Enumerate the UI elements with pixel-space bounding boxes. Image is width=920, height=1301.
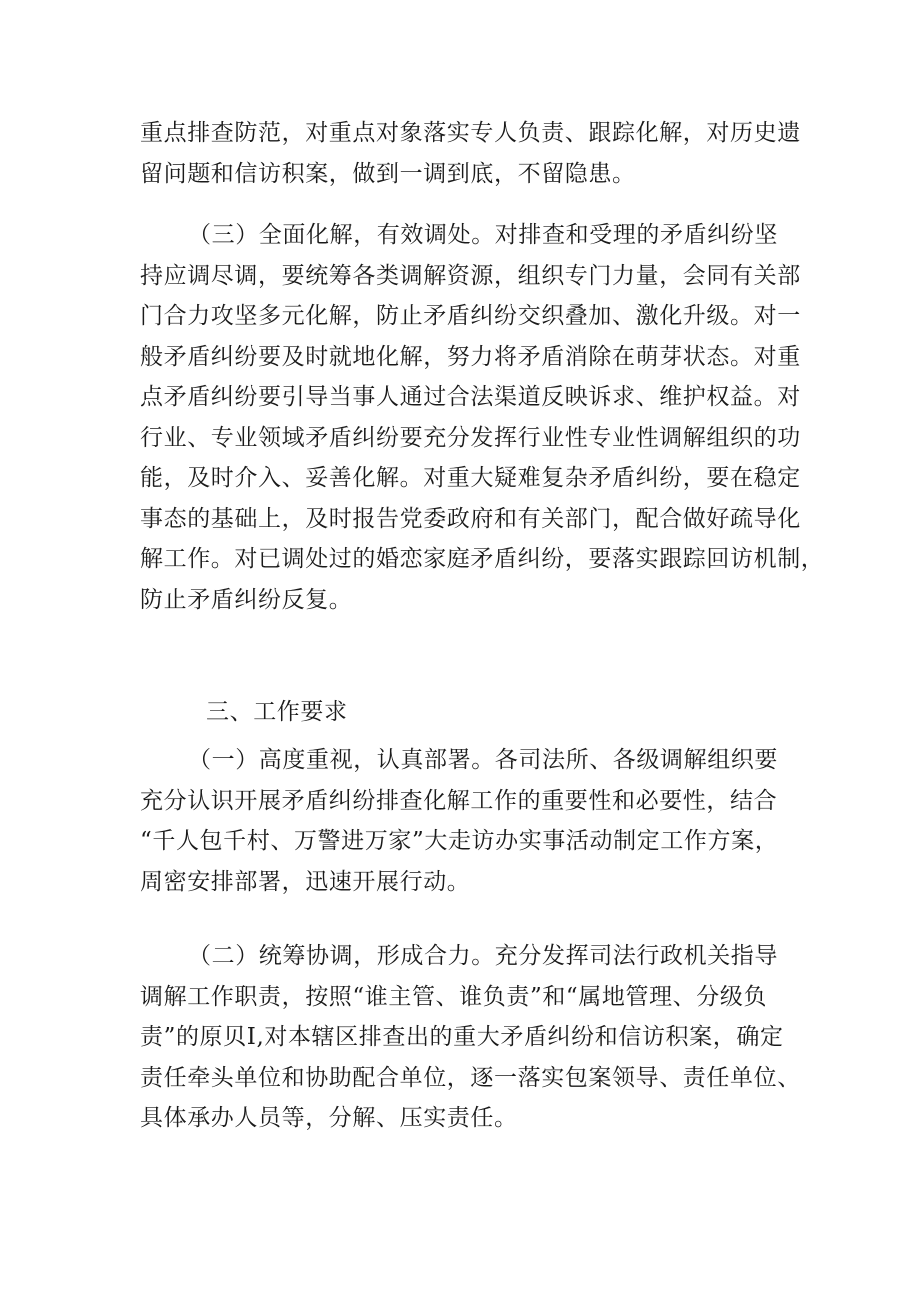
- text-line: 具体承办人员等，分解、压实责任。: [140, 1105, 518, 1131]
- section-heading: 三、工作要求: [206, 699, 348, 725]
- text-line: 门合力攻坚多元化解，防止矛盾纠纷交织叠加、激化升级。对一: [140, 303, 801, 329]
- text-line: 责”的原贝I,对本辖区排查出的重大矛盾纠纷和信访积案，确定: [140, 1024, 784, 1050]
- text-line: 留问题和信访积案，做到一调到底，不留隐患。: [140, 160, 636, 187]
- paragraph-prevention: [140, 113, 801, 194]
- text-line: （三）全面化解，有效调处。对排查和受理的矛盾纠纷坚: [188, 222, 778, 248]
- text-line: 般矛盾纠纷要及时就地化解，努力将矛盾消除在萌芽状态。对重: [140, 343, 801, 370]
- text-line: （一）高度重视，认真部署。各司法所、各级调解组织要: [188, 747, 778, 773]
- paragraph-coordination: [140, 936, 801, 1139]
- text-line: 行业、专业领域矛盾纠纷要充分发挥行业性专业性调解组织的功: [140, 424, 801, 451]
- text-line: 点矛盾纠纷要引导当事人通过合法渠道反映诉求、维护权益。对: [140, 384, 801, 410]
- section-heading-work-requirements: [140, 692, 790, 733]
- text-line: 调解工作职责，按照“谁主管、谁负责”和“属地管理、分级负: [140, 983, 768, 1010]
- text-line: 防止矛盾纠纷反复。: [140, 586, 353, 613]
- text-line: 周密安排部署，迅速开展行动。: [140, 868, 471, 895]
- text-line: 能，及时介入、妥善化解。对重大疑难复杂矛盾纠纷，要在稳定: [140, 465, 801, 491]
- text-line: 责任牵头单位和协助配合单位，逐一落实包案领导、责任单位、: [140, 1064, 801, 1091]
- paragraph-attention-deployment: [140, 740, 790, 902]
- text-line: 持应调尽调，要统筹各类调解资源，组织专门力量，会同有关部: [140, 262, 801, 289]
- text-line: 充分认识开展矛盾纠纷排查化解工作的重要性和必要性，结合: [140, 787, 778, 814]
- text-line: 重点排查防范，对重点对象落实专人负责、跟踪化解，对历史遗: [140, 120, 801, 146]
- text-line: （二）统筹协调，形成合力。充分发挥司法行政机关指导: [188, 943, 778, 969]
- text-line: 事态的基础上，及时报告党委政府和有关部门，配合做好疏导化: [140, 505, 801, 532]
- text-line: “千人包千村、万警进万家”大走访办实事活动制定工作方案，: [140, 828, 779, 854]
- text-line: 解工作。对已调处过的婚恋家庭矛盾纠纷，要落实跟踪回访机制，: [140, 546, 825, 572]
- paragraph-comprehensive-resolution: [140, 215, 825, 620]
